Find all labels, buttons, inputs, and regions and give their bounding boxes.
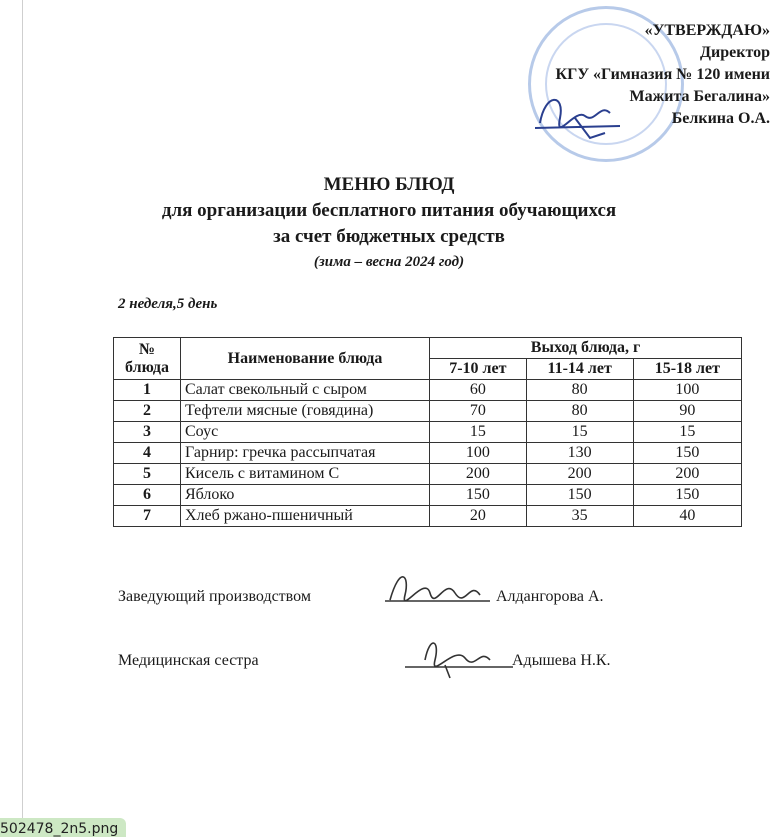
production-head-signature (385, 565, 495, 610)
header-age3: 15-18 лет (633, 359, 741, 380)
table-row (114, 443, 742, 464)
output-15-18: 150 (633, 443, 741, 464)
output-7-10: 15 (430, 422, 527, 443)
output-15-18: 100 (633, 380, 741, 401)
name-nurse: Адышева Н.К. (512, 652, 611, 669)
director-signature (535, 88, 625, 143)
output-11-14: 80 (526, 380, 633, 401)
output-11-14: 35 (526, 506, 633, 527)
dish-name: Тефтели мясные (говядина) (181, 401, 430, 422)
header-age2: 11-14 лет (526, 359, 633, 380)
header-name: Наименование блюда (181, 338, 430, 380)
output-15-18: 150 (633, 485, 741, 506)
table-row (114, 485, 742, 506)
output-7-10: 100 (430, 443, 527, 464)
approval-name: Белкина О.А. (671, 110, 770, 127)
approval-position: Директор (700, 44, 770, 61)
role-nurse: Медицинская сестра (118, 652, 259, 669)
dish-number: 6 (114, 485, 181, 506)
output-15-18: 15 (633, 422, 741, 443)
approval-heading: «УТВЕРЖДАЮ» (644, 22, 770, 39)
doc-title: МЕНЮ БЛЮД (323, 174, 455, 195)
output-7-10: 60 (430, 380, 527, 401)
dish-name: Салат свекольный с сыром (181, 380, 430, 401)
table-row (114, 506, 742, 527)
dish-name: Гарнир: гречка рассыпчатая (181, 443, 430, 464)
output-11-14: 130 (526, 443, 633, 464)
dish-number: 5 (114, 464, 181, 485)
week-day: 2 неделя,5 день (118, 296, 218, 312)
output-7-10: 70 (430, 401, 527, 422)
header-output: Выход блюда, г (430, 338, 742, 359)
output-7-10: 200 (430, 464, 527, 485)
table-row (114, 464, 742, 485)
approval-org-2: Мажита Бегалина» (629, 88, 770, 105)
role-production-head: Заведующий производством (118, 588, 311, 605)
output-11-14: 15 (526, 422, 633, 443)
header-num: № блюда (114, 338, 181, 380)
dish-name: Соус (181, 422, 430, 443)
dish-name: Яблоко (181, 485, 430, 506)
output-11-14: 200 (526, 464, 633, 485)
doc-subtitle: для организации бесплатного питания обучающихся (161, 200, 617, 221)
table-row (114, 422, 742, 443)
table-row (114, 380, 742, 401)
output-7-10: 150 (430, 485, 527, 506)
table-row (114, 401, 742, 422)
output-15-18: 200 (633, 464, 741, 485)
file-name-tab[interactable]: 502478_2n5.png (0, 818, 126, 837)
doc-subtitle-2: за счет бюджетных средств (273, 226, 505, 247)
dish-number: 4 (114, 443, 181, 464)
paper-edge (22, 0, 23, 837)
dish-number: 1 (114, 380, 181, 401)
dish-name: Кисель с витамином С (181, 464, 430, 485)
dish-number: 3 (114, 422, 181, 443)
dish-name: Хлеб ржано-пшеничный (181, 506, 430, 527)
name-production-head: Алдангорова А. (496, 588, 604, 605)
output-11-14: 80 (526, 401, 633, 422)
nurse-signature (405, 630, 515, 680)
output-15-18: 90 (633, 401, 741, 422)
doc-period: (зима – весна 2024 год) (313, 254, 465, 270)
output-7-10: 20 (430, 506, 527, 527)
dish-number: 7 (114, 506, 181, 527)
header-age1: 7-10 лет (430, 359, 527, 380)
output-15-18: 40 (633, 506, 741, 527)
approval-org: КГУ «Гимназия № 120 имени (555, 66, 770, 83)
dish-number: 2 (114, 401, 181, 422)
menu-table (113, 337, 742, 527)
output-11-14: 150 (526, 485, 633, 506)
